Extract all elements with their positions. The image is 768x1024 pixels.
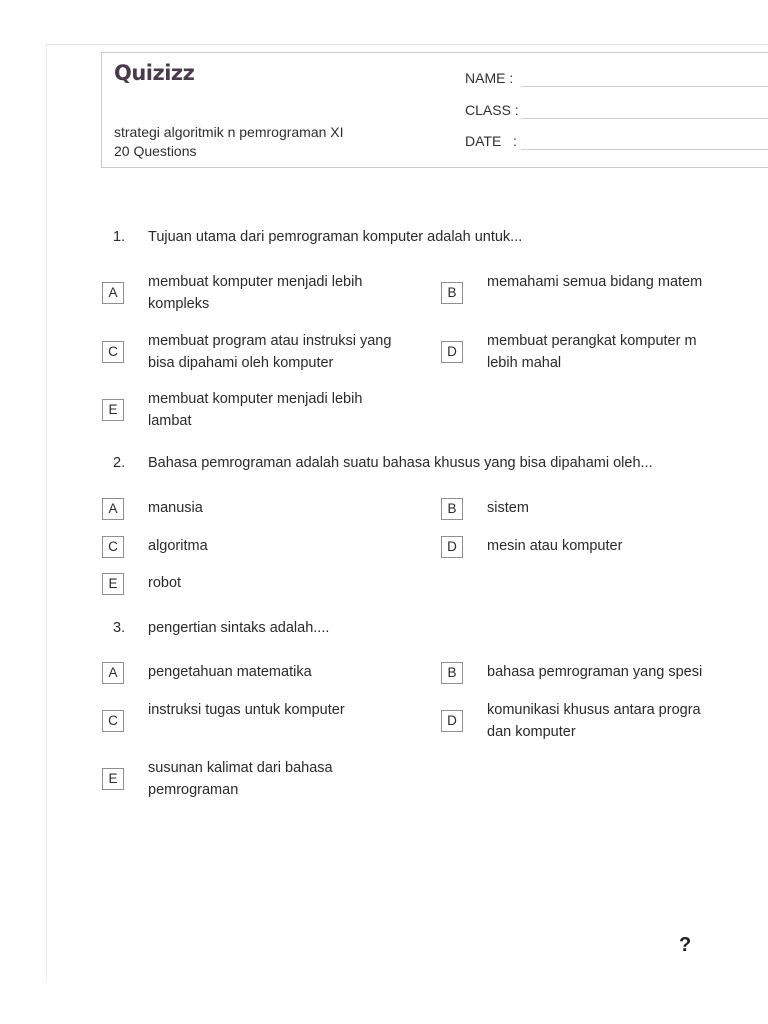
option-letter-box[interactable]: E bbox=[102, 573, 124, 595]
option-text: membuat komputer menjadi lebih kompleks bbox=[148, 274, 363, 312]
option-letter-box[interactable]: C bbox=[102, 710, 124, 732]
question-number: 2. bbox=[113, 455, 126, 471]
option-text: memahami semua bidang matem bbox=[487, 274, 703, 290]
question-number: 3. bbox=[113, 620, 126, 636]
name-field[interactable] bbox=[465, 70, 521, 86]
option-text: instruksi tugas untuk komputer bbox=[148, 702, 345, 718]
question-number: 1. bbox=[113, 229, 126, 245]
question-text: pengertian sintaks adalah.... bbox=[148, 620, 330, 636]
quiz-title: strategi algoritmik n pemrograman XI bbox=[114, 124, 344, 140]
worksheet-page bbox=[46, 44, 768, 981]
option-letter-box[interactable]: C bbox=[102, 536, 124, 558]
option-letter-box[interactable]: C bbox=[102, 341, 124, 363]
option-letter-box[interactable]: B bbox=[441, 498, 463, 520]
option-text: manusia bbox=[148, 500, 203, 516]
date-field[interactable] bbox=[465, 133, 521, 149]
option-text: membuat komputer menjadi lebih lambat bbox=[148, 391, 363, 429]
option-text: bahasa pemrograman yang spesi bbox=[487, 664, 703, 680]
option-letter-box[interactable]: A bbox=[102, 498, 124, 520]
option-letter-box[interactable]: E bbox=[102, 768, 124, 790]
option-letter-box[interactable]: E bbox=[102, 399, 124, 421]
class-label: CLASS : bbox=[465, 102, 519, 118]
worksheet-header bbox=[101, 52, 768, 168]
option-letter-box[interactable]: B bbox=[441, 282, 463, 304]
option-text: membuat program atau instruksi yang bisa dipahami oleh komputer bbox=[148, 333, 392, 371]
option-text: pengetahuan matematika bbox=[148, 664, 312, 680]
question-count: 20 Questions bbox=[114, 143, 197, 159]
name-label: NAME : bbox=[465, 70, 514, 86]
date-line[interactable] bbox=[521, 149, 768, 150]
class-field[interactable] bbox=[465, 102, 521, 118]
option-text: mesin atau komputer bbox=[487, 538, 623, 554]
option-letter-box[interactable]: D bbox=[441, 536, 463, 558]
option-letter-box[interactable]: B bbox=[441, 662, 463, 684]
option-text: komunikasi khusus antara progra dan komputer bbox=[487, 702, 701, 740]
option-text: algoritma bbox=[148, 538, 208, 554]
question-text: Tujuan utama dari pemrograman komputer adalah untuk... bbox=[148, 229, 523, 245]
option-letter-box[interactable]: A bbox=[102, 662, 124, 684]
date-label: DATE : bbox=[465, 133, 517, 149]
class-line[interactable] bbox=[521, 118, 768, 119]
name-line[interactable] bbox=[521, 86, 768, 87]
option-text: sistem bbox=[487, 500, 529, 516]
option-text: membuat perangkat komputer m lebih mahal bbox=[487, 333, 697, 371]
option-letter-box[interactable]: A bbox=[102, 282, 124, 304]
option-text: robot bbox=[148, 575, 182, 591]
question-text: Bahasa pemrograman adalah suatu bahasa khusus yang bisa dipahami oleh... bbox=[148, 455, 653, 471]
option-letter-box[interactable]: D bbox=[441, 710, 463, 732]
help-icon[interactable]: ? bbox=[679, 934, 692, 956]
quizizz-logo: Quizizz bbox=[114, 61, 195, 85]
option-text: susunan kalimat dari bahasa pemrograman bbox=[148, 760, 333, 798]
option-letter-box[interactable]: D bbox=[441, 341, 463, 363]
